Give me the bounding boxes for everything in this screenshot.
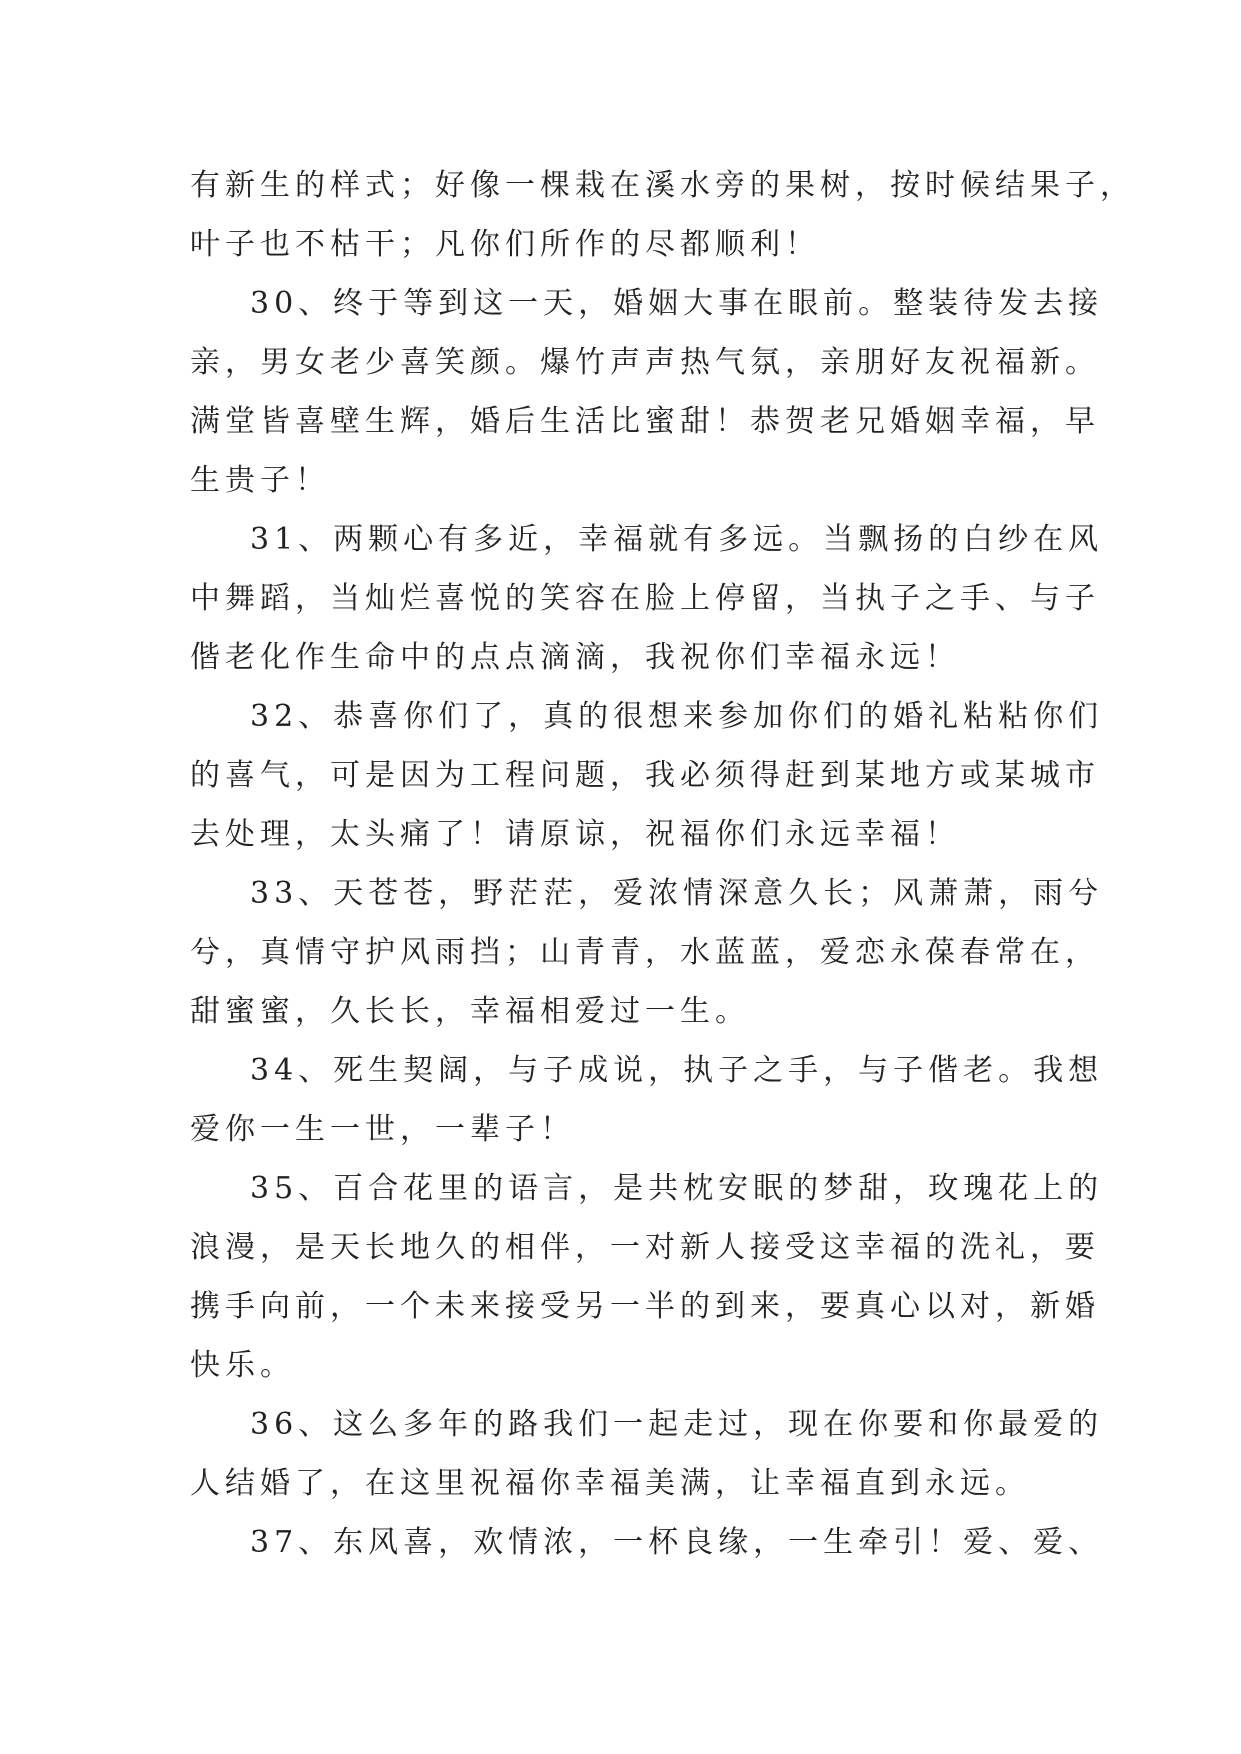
text-line: 携手向前，一个未来接受另一半的到来，要真心以对，新婚 (190, 1289, 1100, 1324)
document-body (190, 156, 1135, 1572)
text-line: 有新生的样式；好像一棵栽在溪水旁的果树，按时候结果子， (190, 168, 1135, 203)
paragraph-30 (190, 274, 1104, 510)
text-line: 叶子也不枯干；凡你们所作的尽都顺利！ (190, 227, 820, 262)
paragraph-33 (190, 864, 1104, 1041)
text-line: 的喜气，可是因为工程问题，我必须得赶到某地方或某城市 (190, 758, 1100, 793)
text-line: 浪漫，是天长地久的相伴，一对新人接受这幸福的洗礼，要 (190, 1230, 1100, 1265)
text-line: 37、东风喜，欢情浓，一杯良缘，一生牵引！爱、爱、 (250, 1525, 1104, 1560)
text-line: 满堂皆喜壁生辉，婚后生活比蜜甜！恭贺老兄婚姻幸福，早 (190, 404, 1100, 439)
text-line: 30、终于等到这一天，婚姻大事在眼前。整装待发去接 (250, 286, 1104, 321)
text-line: 兮，真情守护风雨挡；山青青，水蓝蓝，爱恋永葆春常在， (190, 935, 1100, 970)
text-line: 36、这么多年的路我们一起走过，现在你要和你最爱的 (250, 1407, 1104, 1442)
text-line: 32、恭喜你们了，真的很想来参加你们的婚礼粘粘你们 (250, 699, 1104, 734)
text-line: 33、天苍苍，野茫茫，爱浓情深意久长；风萧萧，雨兮 (250, 876, 1104, 911)
text-line: 生贵子！ (190, 463, 330, 498)
text-line: 去处理，太头痛了！请原谅，祝福你们永远幸福！ (190, 817, 960, 852)
text-line: 人结婚了，在这里祝福你幸福美满，让幸福直到永远。 (190, 1466, 1030, 1501)
paragraph-34 (190, 1041, 1104, 1159)
text-line: 快乐。 (190, 1348, 295, 1383)
paragraph-31 (190, 510, 1104, 687)
paragraph-37 (190, 1513, 1104, 1572)
text-line: 亲，男女老少喜笑颜。爆竹声声热气氛，亲朋好友祝福新。 (190, 345, 1100, 380)
text-line: 35、百合花里的语言，是共枕安眠的梦甜，玫瑰花上的 (250, 1171, 1104, 1206)
text-line: 偕老化作生命中的点点滴滴，我祝你们幸福永远！ (190, 640, 960, 675)
paragraph-32 (190, 687, 1104, 864)
text-line: 34、死生契阔，与子成说，执子之手，与子偕老。我想 (250, 1053, 1104, 1088)
text-line: 中舞蹈，当灿烂喜悦的笑容在脸上停留，当执子之手、与子 (190, 581, 1100, 616)
text-line: 爱你一生一世，一辈子！ (190, 1112, 575, 1147)
text-line: 甜蜜蜜，久长长，幸福相爱过一生。 (190, 994, 750, 1029)
paragraph-36 (190, 1395, 1104, 1513)
text-line: 31、两颗心有多近，幸福就有多远。当飘扬的白纱在风 (250, 522, 1104, 557)
paragraph-continuation (190, 156, 1135, 274)
paragraph-35 (190, 1159, 1104, 1395)
